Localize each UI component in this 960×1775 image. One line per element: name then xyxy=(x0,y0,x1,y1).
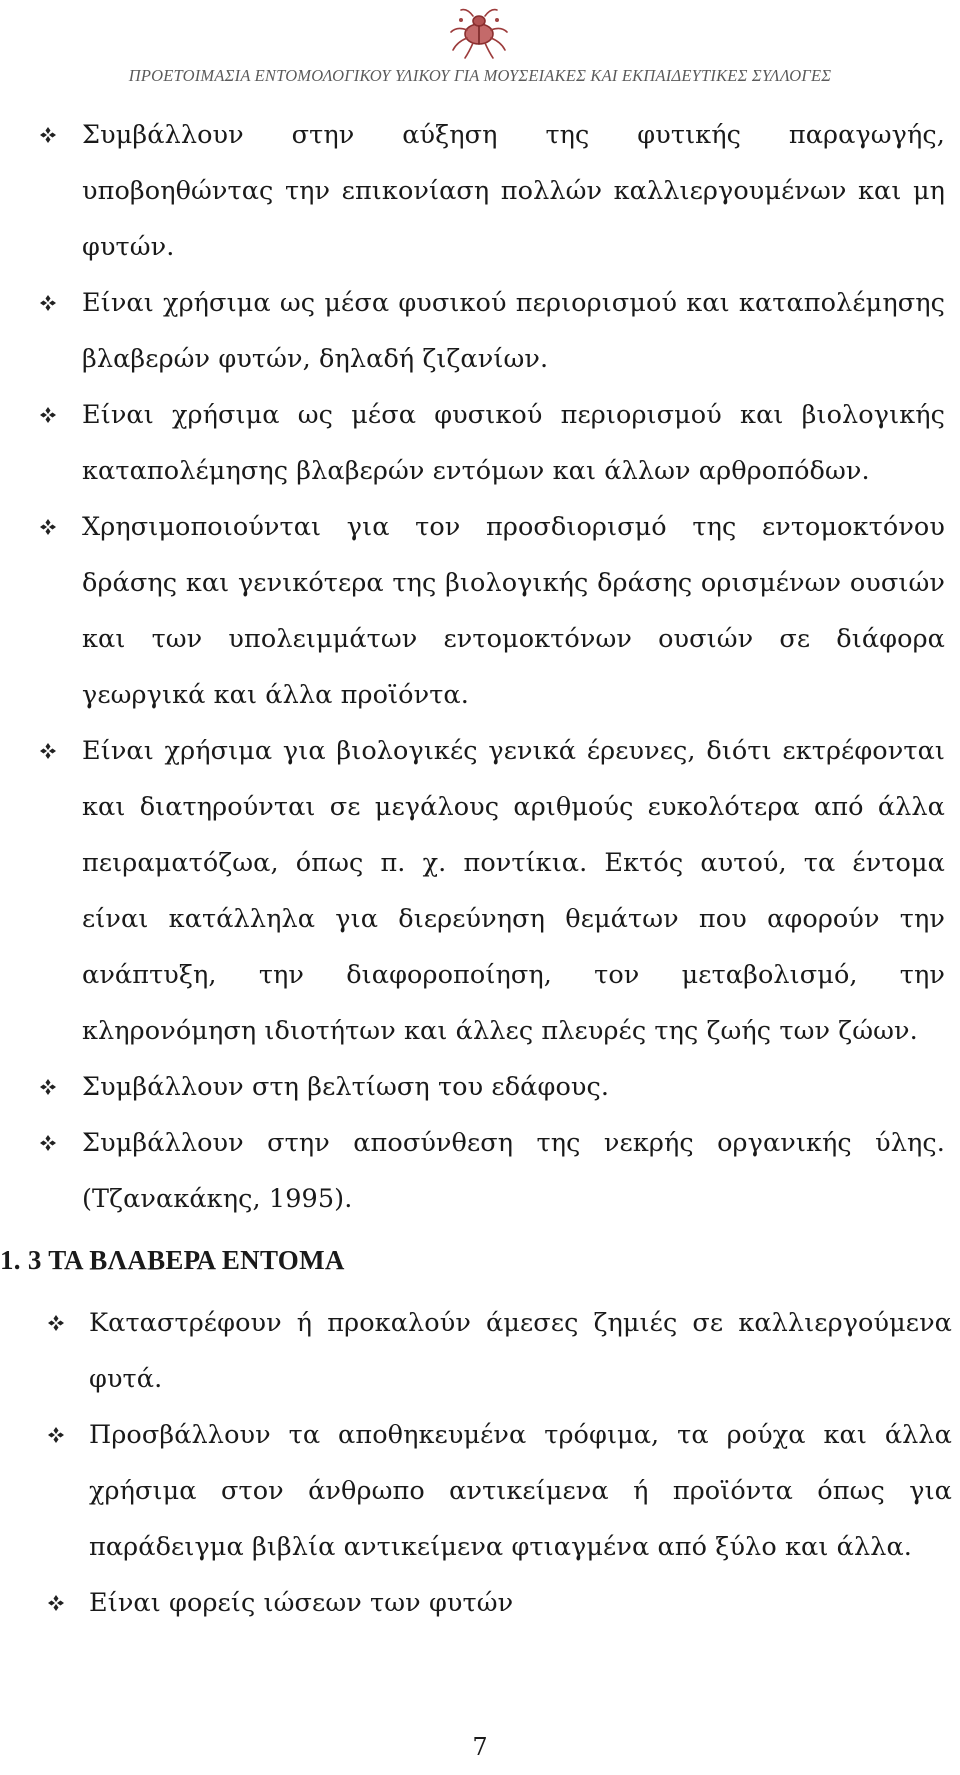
list-item xyxy=(0,275,960,387)
list-item-text: Προσβάλλουν τα αποθηκευμένα τρόφιμα, τα ρούχα και άλλα χρήσιμα στον άνθρωπο αντικείμενα ή προϊόντα όπως για παράδειγμα βιβλία αντικείμενα φτιαγμένα από ξύλο και άλλα. xyxy=(89,1420,952,1562)
list-item-text: Είναι χρήσιμα ως μέσα φυσικού περιορισμού και καταπολέμησης βλαβερών φυτών, δηλαδή ζιζανίων. xyxy=(82,288,945,374)
diamond-cluster-icon xyxy=(48,1427,64,1443)
diamond-cluster-icon xyxy=(40,743,56,759)
diamond-cluster-icon xyxy=(40,407,56,423)
harmful-insects-section xyxy=(0,1295,960,1631)
diamond-cluster-icon xyxy=(40,519,56,535)
list-item xyxy=(0,1407,960,1575)
page-number: 7 xyxy=(472,1733,488,1761)
list-item-text: Είναι χρήσιμα ως μέσα φυσικού περιορισμού και βιολογικής καταπολέμησης βλαβερών εντόμων και άλλων αρθροπόδων. xyxy=(82,400,945,486)
diamond-cluster-icon xyxy=(40,1079,56,1095)
benefits-section xyxy=(0,107,960,1227)
list-item-text: Συμβάλλουν στη βελτίωση του εδάφους. xyxy=(82,1072,610,1102)
harmful-insects-list xyxy=(0,1295,960,1631)
list-item-text: Συμβάλλουν στην αποσύνθεση της νεκρής οργανικής ύλης. (Τζανακάκης, 1995). xyxy=(82,1128,945,1214)
diamond-cluster-icon xyxy=(40,295,56,311)
diamond-cluster-icon xyxy=(40,127,56,143)
list-item xyxy=(0,499,960,723)
diamond-cluster-icon xyxy=(40,1135,56,1151)
list-item-text: Χρησιμοποιούνται για τον προσδιορισμό της εντομοκτόνου δράσης και γενικότερα της βιολογικής δράσης ορισμένων ουσιών και των υπολειμμάτων εντομοκτόνων ουσιών σε διάφορα γεωργικά και άλλα προϊόντα. xyxy=(82,512,945,710)
list-item-text: Συμβάλλουν στην αύξηση της φυτικής παραγωγής, υποβοηθώντας την επικονίαση πολλών καλλιεργουμένων και μη φυτών. xyxy=(82,120,945,262)
diamond-cluster-icon xyxy=(48,1315,64,1331)
insect-emblem-logo xyxy=(443,6,515,62)
list-item xyxy=(0,107,960,275)
benefits-list xyxy=(0,107,960,1227)
page-header xyxy=(0,0,960,90)
diamond-cluster-icon xyxy=(48,1595,64,1611)
list-item xyxy=(0,387,960,499)
list-item-text: Είναι φορείς ιώσεων των φυτών xyxy=(89,1588,514,1618)
list-item xyxy=(0,1115,960,1227)
list-item-text: Καταστρέφουν ή προκαλούν άμεσες ζημιές σε καλλιεργούμενα φυτά. xyxy=(89,1308,952,1394)
list-item-text: Είναι χρήσιμα για βιολογικές γενικά έρευνες, διότι εκτρέφονται και διατηρούνται σε μεγάλους αριθμούς ευκολότερα από άλλα πειραματόζωα, όπως π. χ. ποντίκια. Εκτός αυτού, τα έντομα είναι κατάλληλα για διερεύνηση θεμάτων που αφορούν την ανάπτυξη, την διαφοροποίηση, τον μεταβολισμό, την κληρονόμηση ιδιοτήτων και άλλες πλευρές της ζωής των ζώων. xyxy=(82,736,945,1046)
list-item xyxy=(0,723,960,1059)
header-title: ΠΡΟΕΤΟΙΜΑΣΙΑ ΕΝΤΟΜΟΛΟΓΙΚΟΥ ΥΛΙΚΟΥ ΓΙΑ ΜΟΥΣΕΙΑΚΕΣ ΚΑΙ ΕΚΠΑΙΔΕΥΤΙΚΕΣ ΣΥΛΛΟΓΕΣ xyxy=(128,66,832,85)
list-item xyxy=(0,1295,960,1407)
list-item xyxy=(0,1575,960,1631)
section-heading: 1. 3 ΤΑ ΒΛΑΒΕΡΑ ΕΝΤΟΜΑ xyxy=(0,1245,345,1275)
list-item xyxy=(0,1059,960,1115)
